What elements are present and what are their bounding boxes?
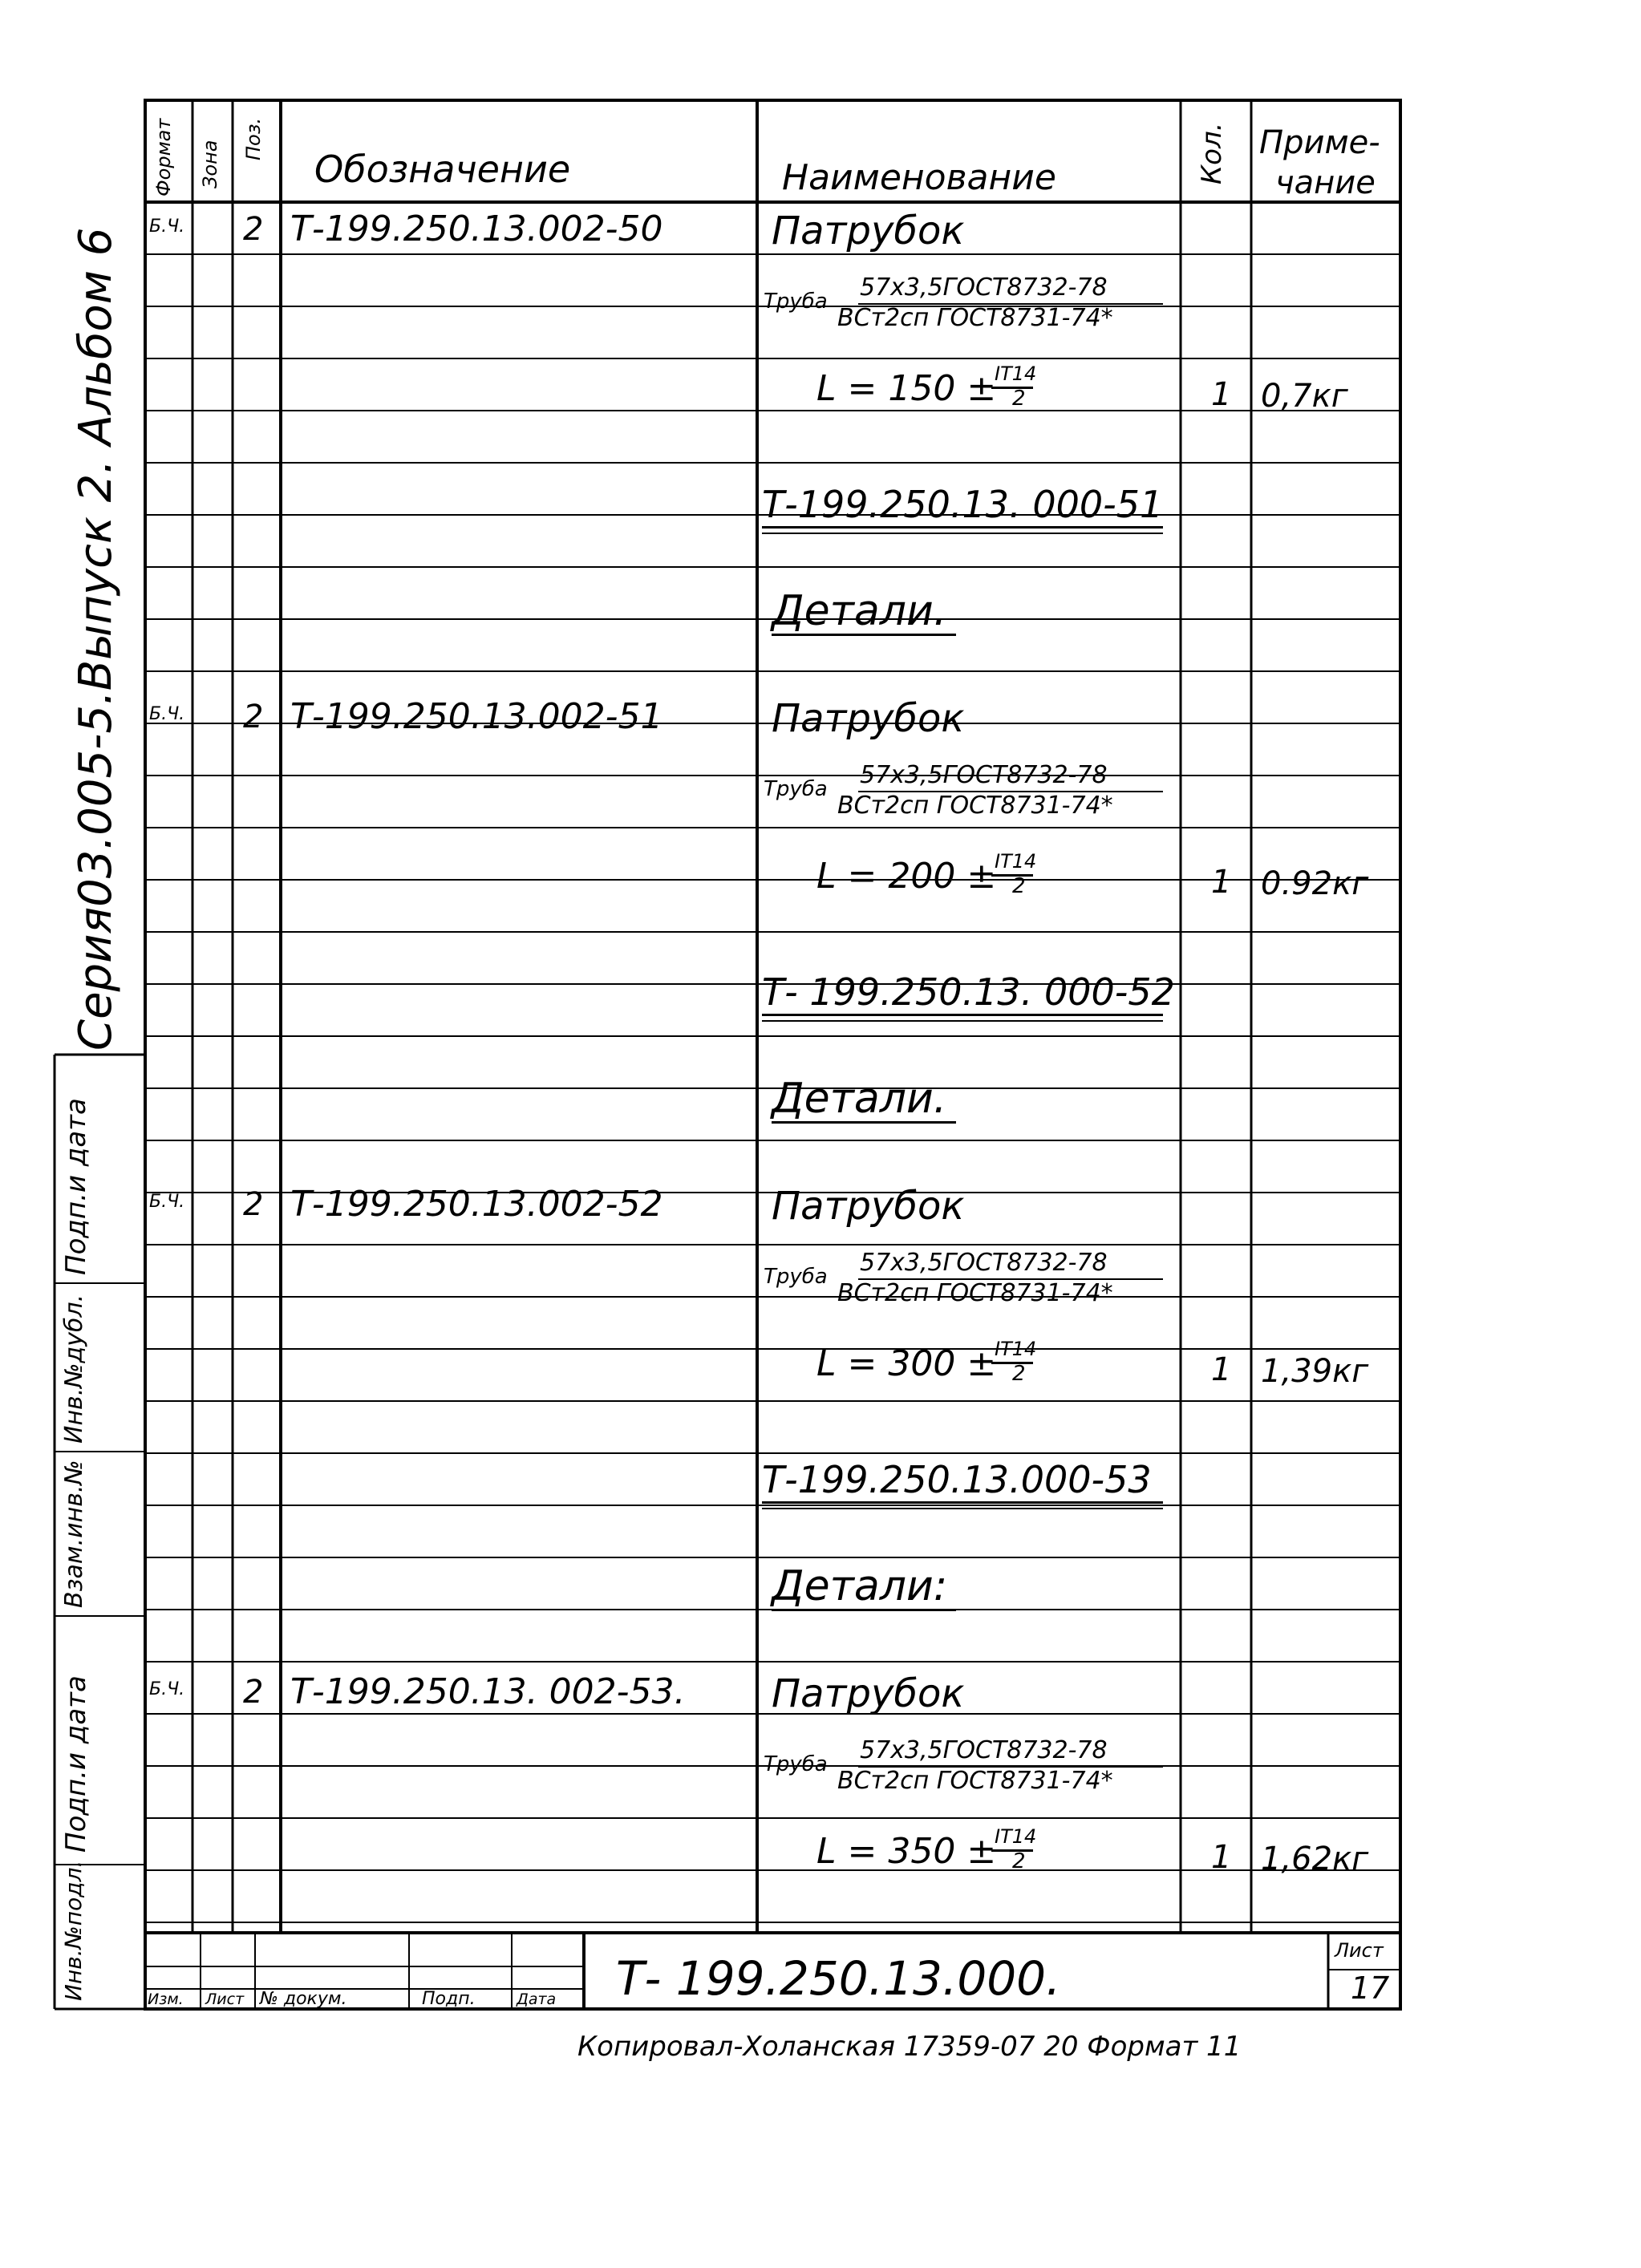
series-label: Серия03.005-5.Выпуск 2. Альбом 6 — [70, 227, 122, 1051]
underline-rule — [762, 533, 1163, 534]
next-assembly: Т- 199.250.13. 000-52 — [762, 970, 1175, 1014]
entry-position: 2 — [243, 1674, 264, 1711]
stamp-inv-original: Инв.№подл. — [60, 1860, 87, 2001]
entry-designation: Т-199.250.13.002-52 — [290, 1184, 663, 1225]
underline-rule — [772, 1121, 956, 1124]
underline-rule — [772, 1609, 956, 1611]
pipe-spec-bottom: ВСт2сп ГОСТ8731-74* — [837, 792, 1113, 820]
header-designation: Обозначение — [314, 148, 571, 191]
underline-rule — [858, 1766, 1163, 1768]
pipe-word: Труба — [764, 1752, 828, 1776]
stamp-sign-date-2: Подп.и дата — [60, 1098, 92, 1275]
header-position: Поз. — [242, 117, 265, 160]
pipe-spec-top: 57х3,5ГОСТ8732-78 — [860, 1736, 1108, 1764]
underline-rule — [991, 874, 1033, 877]
next-assembly: Т-199.250.13.000-53 — [762, 1458, 1152, 1501]
tolerance-top: IT14 — [995, 362, 1037, 385]
entry-format: Б.Ч. — [149, 1679, 185, 1699]
underline-rule — [858, 1278, 1163, 1280]
underline-rule — [762, 1508, 1163, 1509]
entry-quantity: 1 — [1211, 376, 1232, 413]
underline-rule — [991, 1362, 1033, 1364]
header-format: Формат — [152, 118, 175, 196]
underline-rule — [772, 634, 956, 636]
pipe-spec-top: 57х3,5ГОСТ8732-78 — [860, 273, 1108, 302]
title-col-doc: № докум. — [260, 1989, 347, 2009]
entry-designation: Т-199.250.13.002-51 — [290, 696, 663, 737]
title-col-change: Изм. — [148, 1991, 184, 2008]
pipe-word: Труба — [764, 1265, 828, 1289]
entry-note: 0,7кг — [1261, 378, 1348, 415]
entry-position: 2 — [243, 211, 264, 248]
entry-note: 1,62кг — [1261, 1841, 1369, 1877]
length-value: L = 150 ± — [816, 368, 997, 409]
header-note-line1: Приме- — [1259, 124, 1380, 161]
tolerance-bottom: 2 — [1012, 874, 1026, 898]
entry-name: Патрубок — [772, 1671, 965, 1716]
entry-format: Б.Ч. — [149, 1192, 185, 1212]
pipe-spec-bottom: ВСт2сп ГОСТ8731-74* — [837, 1279, 1113, 1307]
sheet-label: Лист — [1335, 1939, 1384, 1962]
entry-name: Патрубок — [772, 209, 965, 253]
entry-quantity: 1 — [1211, 1839, 1232, 1876]
header-name: Наименование — [782, 157, 1056, 198]
length-value: L = 350 ± — [816, 1831, 997, 1872]
stamp-replace-inv: Взам.инв.№ — [60, 1460, 88, 1608]
entry-quantity: 1 — [1211, 1351, 1232, 1388]
underline-rule — [858, 791, 1163, 792]
pipe-spec-bottom: ВСт2сп ГОСТ8731-74* — [837, 304, 1113, 332]
stamp-inv-duplicate: Инв.№дубл. — [60, 1294, 88, 1444]
length-value: L = 200 ± — [816, 856, 997, 897]
entry-note: 1,39кг — [1261, 1353, 1369, 1390]
title-col-date: Дата — [517, 1991, 557, 2008]
entry-quantity: 1 — [1211, 864, 1232, 901]
entry-note: 0.92кг — [1261, 865, 1369, 902]
pipe-spec-bottom: ВСт2сп ГОСТ8731-74* — [837, 1767, 1113, 1795]
entry-name: Патрубок — [772, 1184, 965, 1229]
footer-copy-note: Копировал-Холанская 17359-07 20 Формат 11 — [577, 2031, 1242, 2063]
underline-rule — [858, 303, 1163, 305]
document-number: Т- 199.250.13.000. — [616, 1951, 1061, 2006]
header-zone: Зона — [199, 140, 221, 188]
next-assembly: Т-199.250.13. 000-51 — [762, 483, 1164, 526]
stamp-sign-date-1: Подп.и дата — [60, 1675, 92, 1853]
underline-rule — [762, 1014, 1163, 1016]
tolerance-top: IT14 — [995, 1338, 1037, 1360]
header-note-line2: чание — [1275, 164, 1376, 201]
sheet-number: 17 — [1351, 1970, 1390, 2006]
details-heading: Детали: — [772, 1562, 948, 1610]
underline-rule — [762, 526, 1163, 529]
underline-rule — [762, 1501, 1163, 1504]
details-heading: Детали. — [772, 587, 947, 635]
title-col-sheet: Лист — [205, 1991, 245, 2008]
underline-rule — [991, 1849, 1033, 1852]
tolerance-top: IT14 — [995, 1825, 1037, 1848]
entry-format: Б.Ч. — [149, 704, 185, 724]
entry-position: 2 — [243, 699, 264, 735]
tolerance-bottom: 2 — [1012, 387, 1026, 411]
title-col-sign: Подп. — [422, 1989, 476, 2009]
tolerance-top: IT14 — [995, 850, 1037, 873]
entry-position: 2 — [243, 1186, 264, 1223]
header-quantity: Кол. — [1196, 122, 1228, 184]
entry-designation: Т-199.250.13. 002-53. — [290, 1671, 686, 1712]
details-heading: Детали. — [772, 1075, 947, 1123]
pipe-spec-top: 57х3,5ГОСТ8732-78 — [860, 761, 1108, 789]
underline-rule — [991, 387, 1033, 389]
entry-designation: Т-199.250.13.002-50 — [290, 209, 663, 249]
pipe-word: Труба — [764, 777, 828, 801]
underline-rule — [762, 1020, 1163, 1022]
tolerance-bottom: 2 — [1012, 1362, 1026, 1386]
pipe-word: Труба — [764, 290, 828, 314]
length-value: L = 300 ± — [816, 1343, 997, 1384]
tolerance-bottom: 2 — [1012, 1849, 1026, 1873]
pipe-spec-top: 57х3,5ГОСТ8732-78 — [860, 1249, 1108, 1277]
entry-name: Патрубок — [772, 696, 965, 741]
entry-format: Б.Ч. — [149, 217, 185, 237]
